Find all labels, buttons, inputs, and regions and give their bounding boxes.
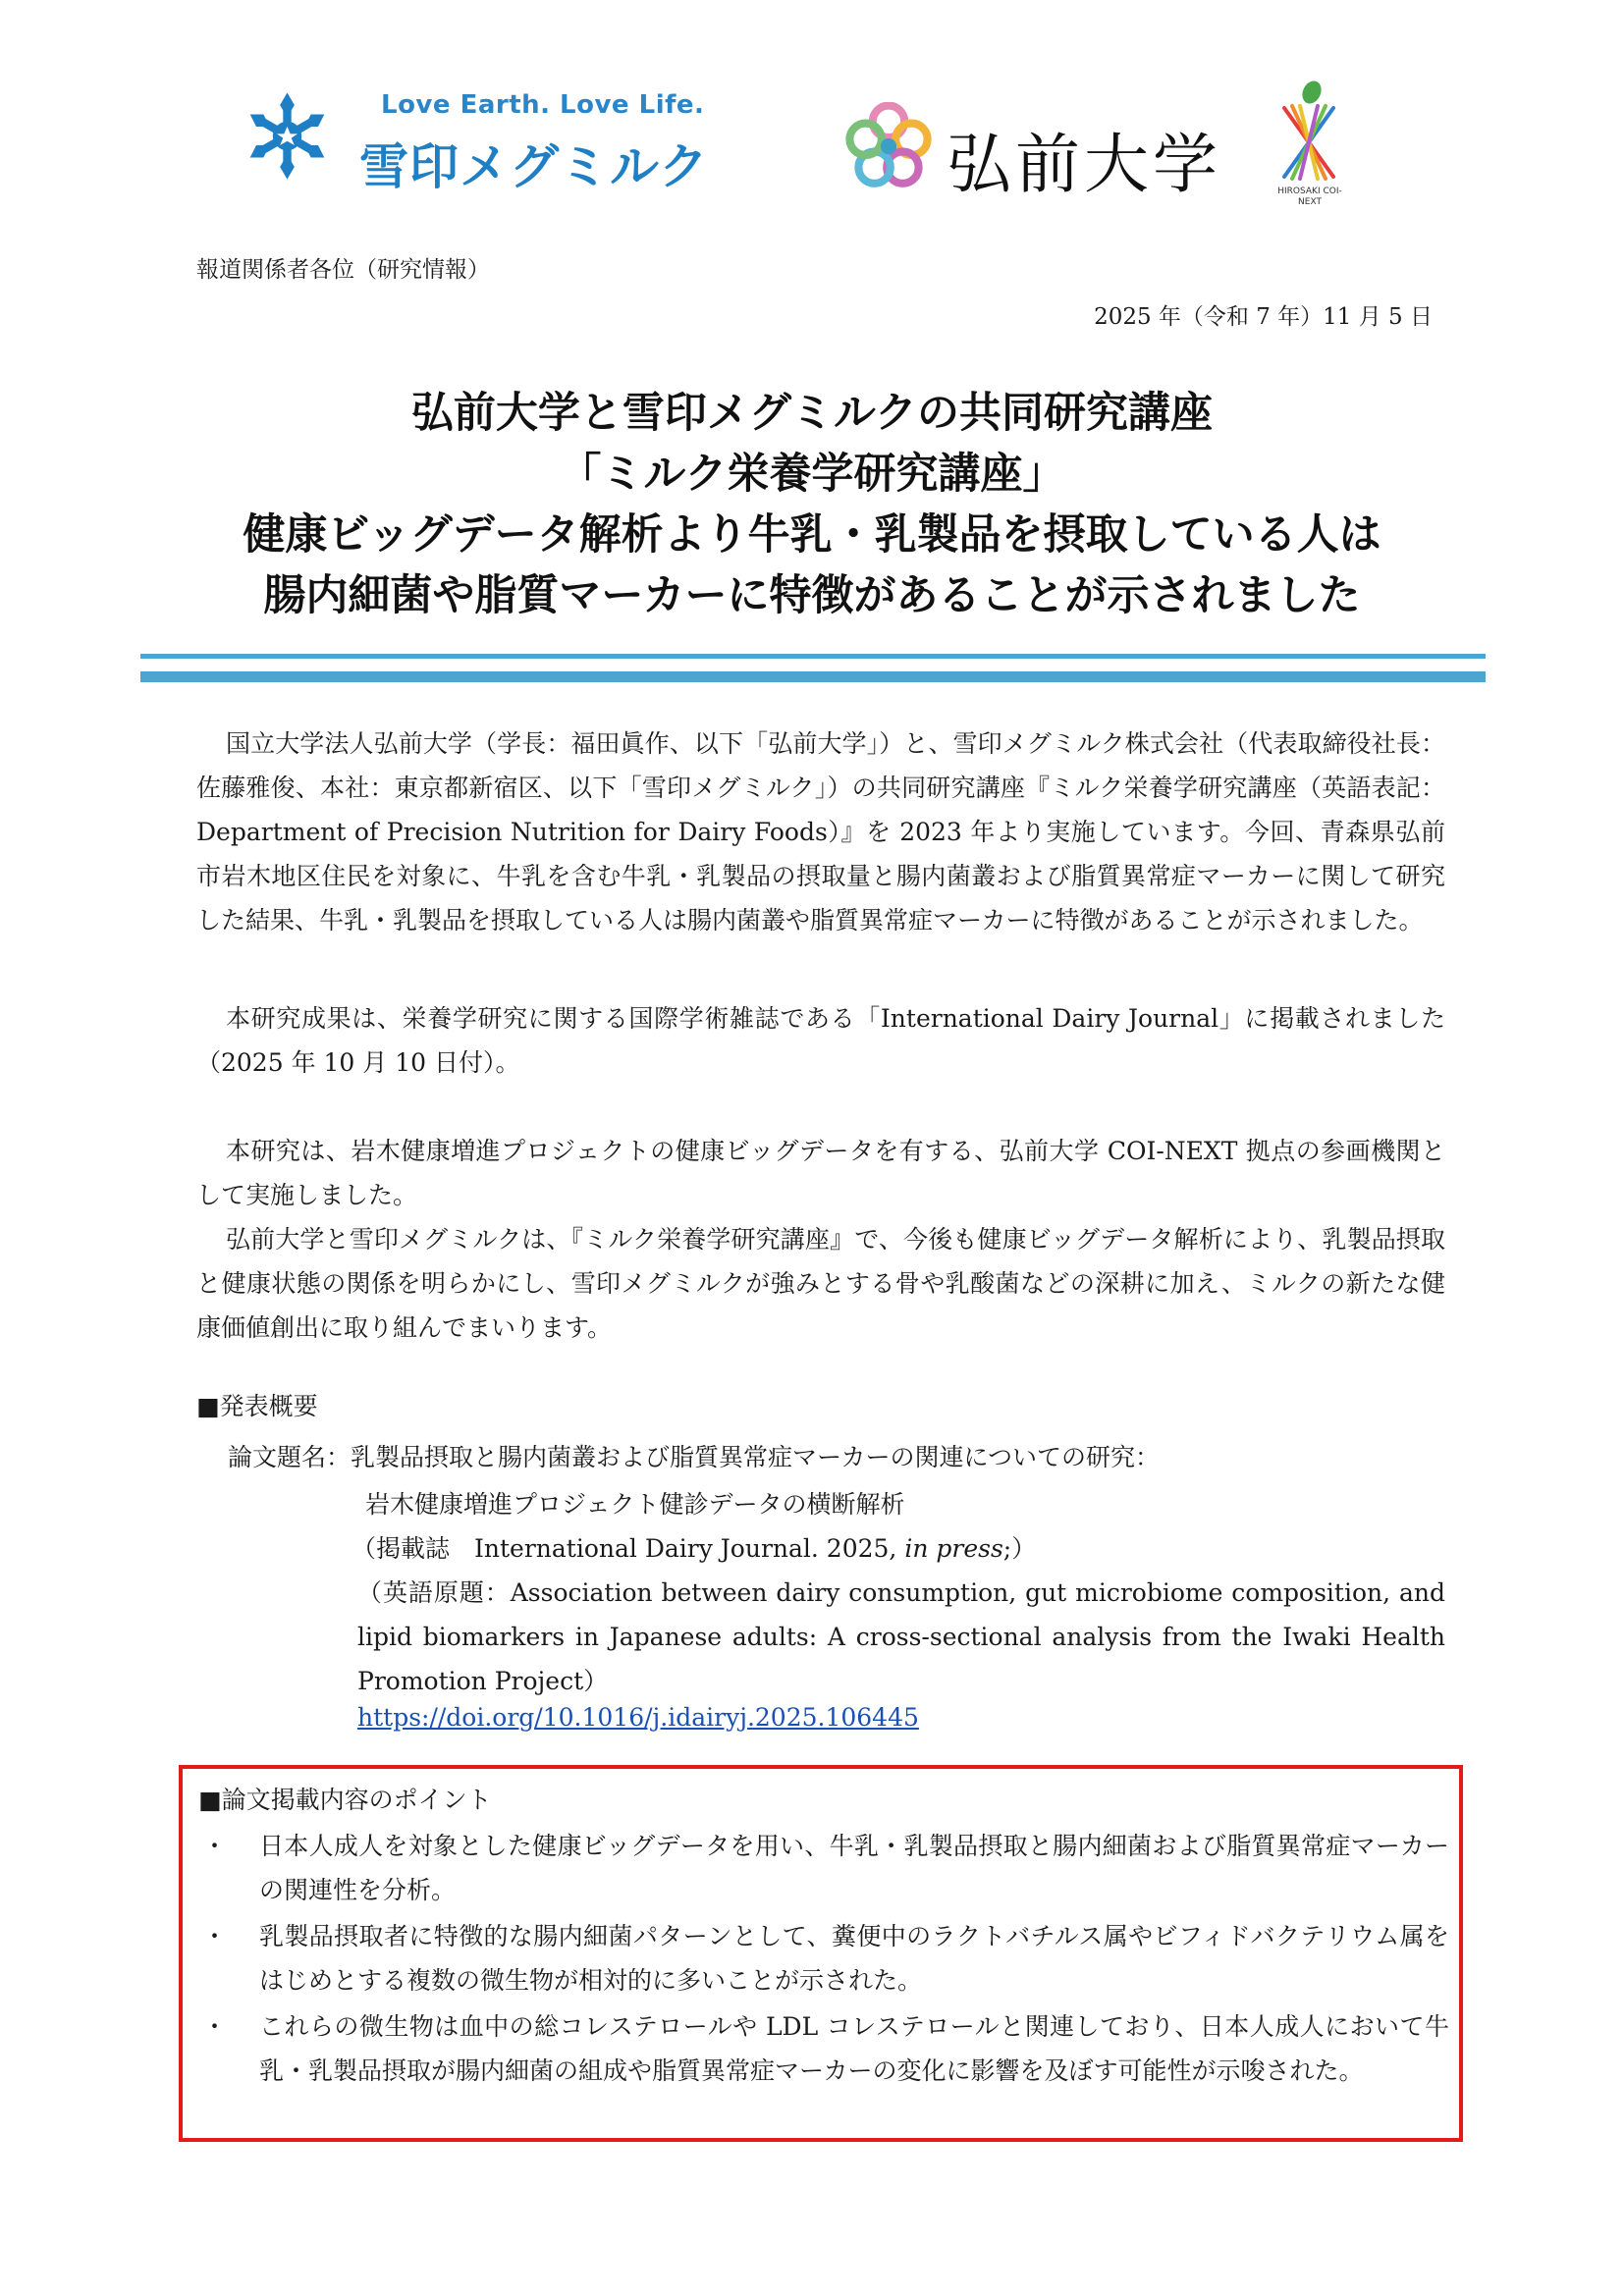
title-divider-thick xyxy=(140,671,1486,682)
cherry-blossom-icon xyxy=(844,102,933,190)
recipients-line: 報道関係者各位（研究情報） xyxy=(196,257,490,283)
title-line: 腸内細菌や脂質マーカーに特徴があることが示されました xyxy=(263,571,1361,620)
body-paragraph: 本研究成果は、栄養学研究に関する国際学術雑誌である「International Dairy Journal」に掲載されました（2025 年 10 月 10 日付）。 xyxy=(196,1004,1445,1077)
doi-link[interactable]: https://doi.org/10.1016/j.idairyj.2025.106445 xyxy=(357,1703,919,1732)
body-paragraph: 弘前大学と雪印メグミルクは、『ミルク栄養学研究講座』で、今後も健康ビッグデータ解析により、乳製品摂取と健康状態の関係を明らかにし、雪印メグミルクが強みとする骨や乳酸菌などの深耕に加え、ミルクの新たな健康価値創出に取り組んでまいります。 xyxy=(196,1225,1445,1342)
journal-status: in press xyxy=(904,1534,1003,1563)
title-divider-thin xyxy=(140,654,1486,659)
hirosaki-university-logo xyxy=(844,79,1394,216)
title-line: 「ミルク栄養学研究講座」 xyxy=(559,450,1065,499)
university-name: 弘前大学 xyxy=(947,127,1221,202)
key-points-heading: ■論文掲載内容のポイント xyxy=(198,1786,492,1814)
journal-prefix: （掲載誌 International Dairy Journal. 2025, xyxy=(352,1534,905,1563)
point-text: これらの微生物は血中の総コレステロールや LDL コレステロールと関連しており、日本人成人において牛乳・乳製品摂取が腸内細菌の組成や脂質異常症マーカーの変化に影響を及ぼす可能性が示唆された。 xyxy=(259,2012,1449,2085)
journal-citation xyxy=(352,1526,1439,1571)
paper-title: 論文題名：乳製品摂取と腸内菌叢および脂質異常症マーカーの関連についての研究： xyxy=(228,1443,1161,1471)
point-text: 乳製品摂取者に特徴的な腸内細菌パターンとして、糞便中のラクトバチルス属やビフィドバクテリウム属をはじめとする複数の微生物が相対的に多いことが示された。 xyxy=(259,1922,1449,1995)
list-item xyxy=(192,1914,1449,2002)
body-paragraph: 本研究は、岩木健康増進プロジェクトの健康ビッグデータを有する、弘前大学 COI-NEXT 拠点の参画機関として実施しました。 xyxy=(196,1137,1445,1209)
brand-name: 雪印メグミルク xyxy=(359,138,709,195)
bullet: ・ xyxy=(202,2012,228,2041)
snowflake-icon xyxy=(236,84,339,187)
bullet: ・ xyxy=(202,1922,228,1950)
brand-tagline: Love Earth. Love Life. xyxy=(381,90,705,120)
bullet: ・ xyxy=(202,1832,228,1860)
english-title: （英語原題：Association between dairy consumption, gut microbiome composition, and lipid biomarkers in Japanese adults: A cross-sectional analysis from the Iwaki Health Promotion Project） xyxy=(357,1578,1445,1695)
point-text: 日本人成人を対象とした健康ビッグデータを用い、牛乳・乳製品摂取と腸内細菌および脂質異常症マーカーの関連性を分析。 xyxy=(259,1832,1449,1904)
coi-next-label: HIROSAKI COI-NEXT xyxy=(1277,187,1342,207)
journal-suffix: ;） xyxy=(1002,1534,1037,1563)
paper-title-continued: 岩木健康増進プロジェクト健診データの横断解析 xyxy=(365,1490,905,1519)
key-points-box xyxy=(179,1765,1463,2142)
snow-brand-logo xyxy=(236,84,709,195)
overview-heading: ■発表概要 xyxy=(196,1392,318,1420)
body-paragraph: 国立大学法人弘前大学（学長：福田眞作、以下「弘前大学」）と、雪印メグミルク株式会社（代表取締役社長：佐藤雅俊、本社：東京都新宿区、以下「雪印メグミルク」）の共同研究講座『ミルク栄養学研究講座（英語表記：Department of Precision Nutrition for Dairy Foods）』を 2023 年より実施しています。今回、青森県弘前市岩木地区住民を対象に、牛乳を含む牛乳・乳製品の摂取量と腸内菌叢および脂質異常症マーカーに関して研究した結果、牛乳・乳製品を摂取している人は腸内菌叢や脂質異常症マーカーに特徴があることが示されました。 xyxy=(196,729,1445,934)
list-item xyxy=(192,2004,1449,2093)
title-line: 弘前大学と雪印メグミルクの共同研究講座 xyxy=(410,389,1214,438)
page-title xyxy=(118,383,1506,626)
title-line: 健康ビッグデータ解析より牛乳・乳製品を摂取している人は xyxy=(243,510,1381,560)
release-date: 2025 年（令和 7 年）11 月 5 日 xyxy=(1094,304,1433,330)
list-item xyxy=(192,1824,1449,1912)
